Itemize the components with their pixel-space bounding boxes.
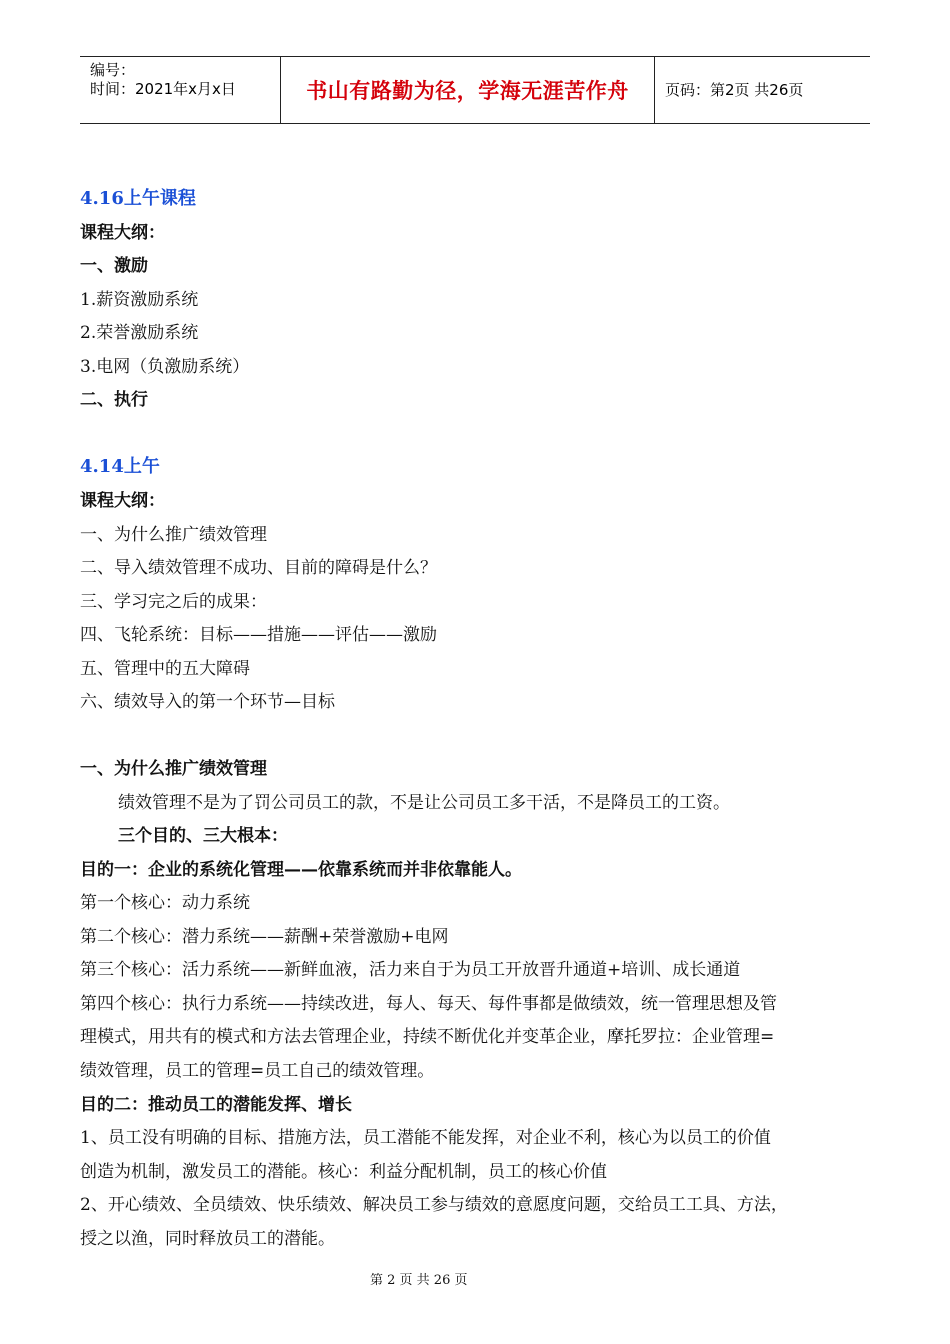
outline-item: 二、导入绩效管理不成功、目前的障碍是什么？: [80, 558, 437, 578]
paragraph: 绩效管理，员工的管理=员工自己的绩效管理。: [80, 1061, 435, 1081]
outline-heading: 课程大纲：: [80, 491, 165, 511]
section-heading: 一、为什么推广绩效管理: [80, 759, 267, 779]
outline-item: 四、飞轮系统：目标——措施——评估——激励: [80, 625, 437, 645]
purpose-heading: 目的二：推动员工的潜能发挥、增长: [80, 1095, 352, 1115]
page-footer: [0, 1269, 950, 1288]
header-middle-cell: [281, 57, 655, 123]
paragraph: 第一个核心：动力系统: [80, 893, 250, 913]
paragraph: 创造为机制，激发员工的潜能。核心：利益分配机制，员工的核心价值: [80, 1162, 607, 1182]
purpose-heading: 目的一：企业的系统化管理——依靠系统而并非依靠能人。: [80, 860, 522, 880]
paragraph: 第四个核心：执行力系统——持续改进，每人、每天、每件事都是做绩效，统一管理思想及管: [80, 994, 777, 1014]
footer-page-number: 第 2 页 共 26 页: [370, 1273, 468, 1288]
section-title-414: 4.14上午: [80, 456, 160, 477]
paragraph: 2、开心绩效、全员绩效、快乐绩效、解决员工参与绩效的意愿度问题，交给员工工具、方法，: [80, 1195, 788, 1215]
outline-item: 一、激励: [80, 256, 148, 276]
header-page-label: 页码：第2页 共26页: [665, 80, 804, 99]
outline-item: 2.荣誉激励系统: [80, 323, 199, 343]
outline-item: 六、绩效导入的第一个环节—目标: [80, 692, 335, 712]
document-number-label: 编号：: [90, 61, 136, 79]
paragraph: 绩效管理不是为了罚公司员工的款，不是让公司员工多干活，不是降员工的工资。: [118, 793, 730, 813]
subheading: 三个目的、三大根本：: [118, 826, 288, 846]
outline-item: 一、为什么推广绩效管理: [80, 525, 267, 545]
outline-item: 1.薪资激励系统: [80, 290, 199, 310]
outline-item: 二、执行: [80, 390, 148, 410]
paragraph: 理模式，用共有的模式和方法去管理企业，持续不断优化并变革企业，摩托罗拉：企业管理=: [80, 1027, 775, 1047]
header-left-cell: [80, 57, 281, 123]
outline-heading: 课程大纲：: [80, 223, 165, 243]
section-title-416: 4.16上午课程: [80, 188, 196, 209]
paragraph: 第二个核心：潜力系统——薪酬+荣誉激励+电网: [80, 927, 449, 947]
outline-item: 三、学习完之后的成果：: [80, 592, 267, 612]
header-right-cell: [655, 57, 870, 123]
paragraph: 授之以渔，同时释放员工的潜能。: [80, 1229, 335, 1249]
document-time-label: 时间：2021年x月x日: [90, 80, 236, 98]
outline-item: 五、管理中的五大障碍: [80, 659, 250, 679]
page-header: [80, 56, 870, 124]
header-motto: 书山有路勤为径，学海无涯苦作舟: [306, 79, 629, 103]
paragraph: 第三个核心：活力系统——新鲜血液，活力来自于为员工开放晋升通道+培训、成长通道: [80, 960, 741, 980]
outline-item: 3.电网（负激励系统）: [80, 357, 250, 377]
paragraph: 1、员工没有明确的目标、措施方法，员工潜能不能发挥，对企业不利，核心为以员工的价值: [80, 1128, 771, 1148]
